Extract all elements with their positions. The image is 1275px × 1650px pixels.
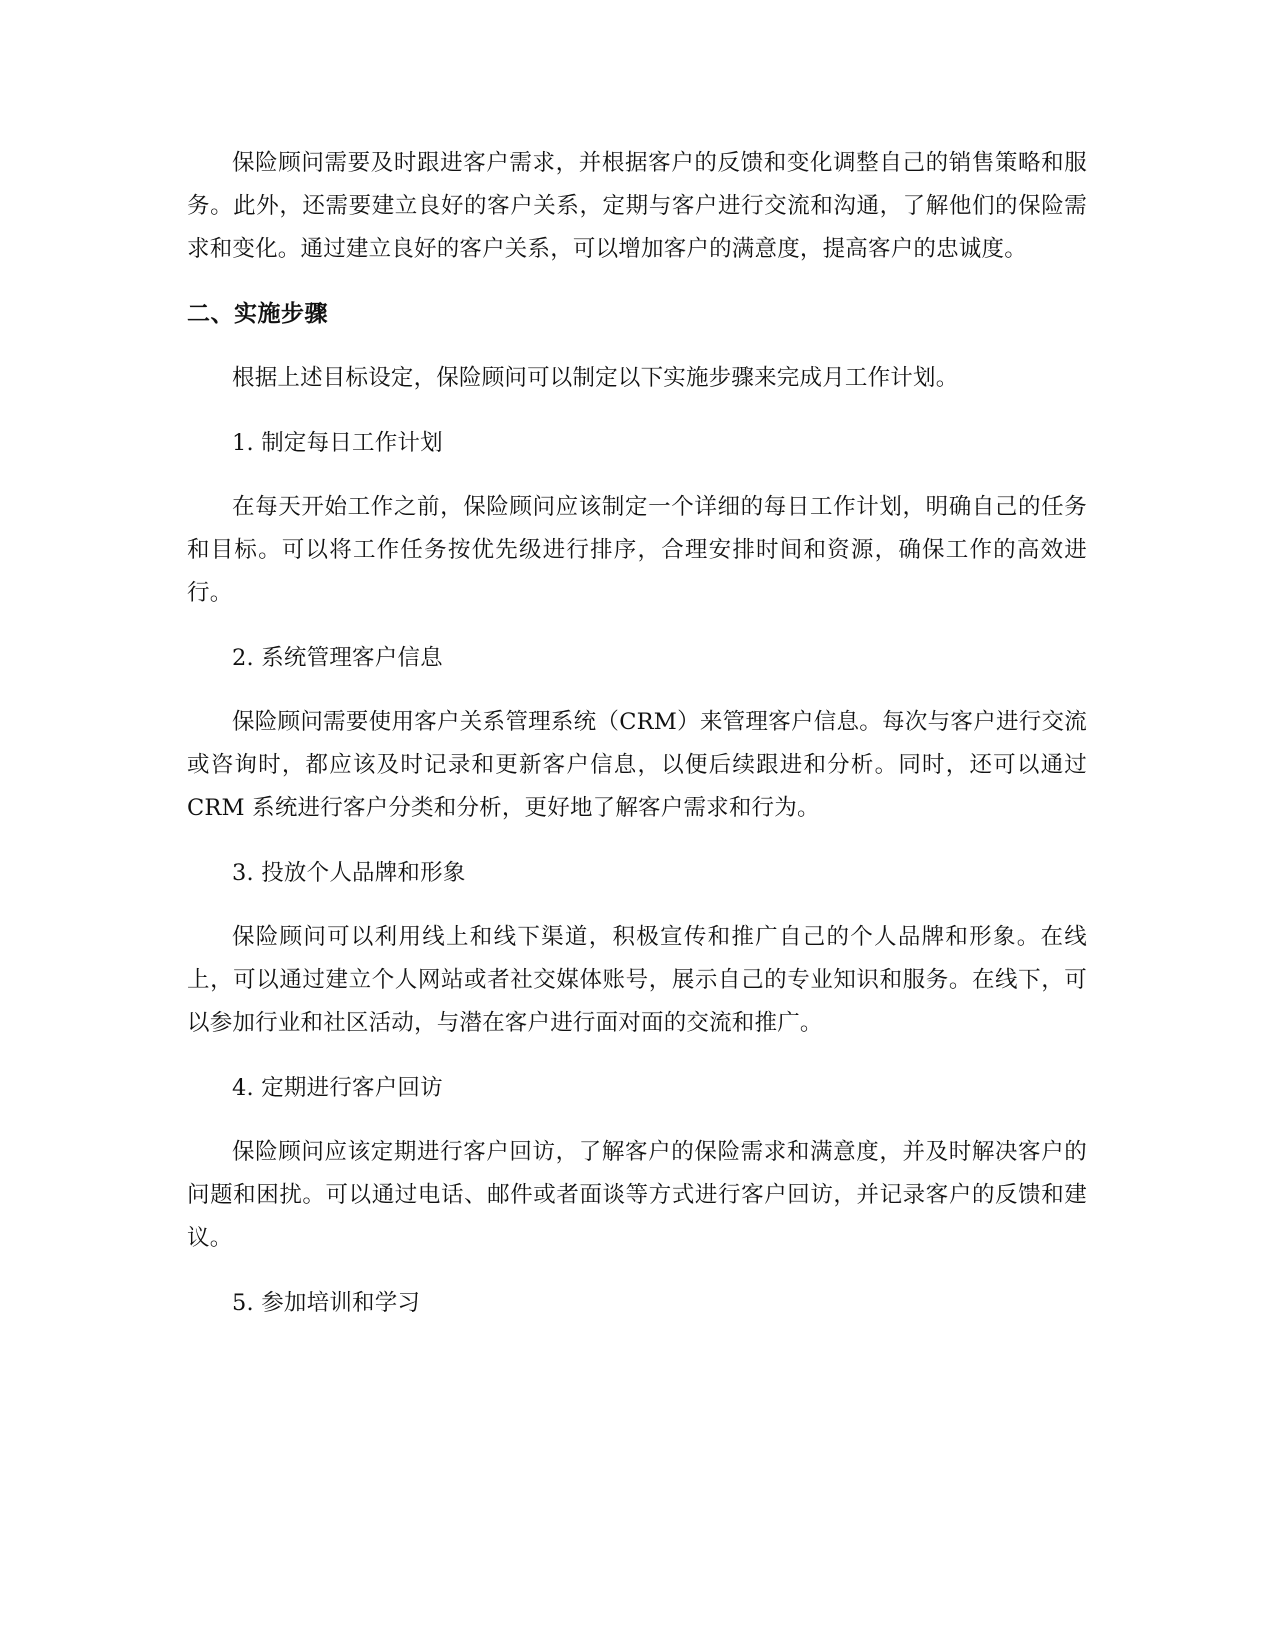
step-1-title: 1. 制定每日工作计划	[232, 430, 443, 456]
section-heading: 二、实施步骤	[187, 301, 328, 327]
step-2-title: 2. 系统管理客户信息	[232, 645, 443, 671]
step-3-title: 3. 投放个人品牌和形象	[232, 860, 466, 886]
step-4-title: 4. 定期进行客户回访	[232, 1075, 443, 1101]
intro-paragraph: 保险顾问需要及时跟进客户需求，并根据客户的反馈和变化调整自己的销售策略和服务。此外，还需要建立良好的客户关系，定期与客户进行交流和沟通，了解他们的保险需求和变化。通过建立良好的客户关系，可以增加客户的满意度，提高客户的忠诚度。	[187, 150, 1087, 262]
section-intro-paragraph: 根据上述目标设定，保险顾问可以制定以下实施步骤来完成月工作计划。	[232, 365, 959, 391]
step-2-body: 保险顾问需要使用客户关系管理系统（CRM）来管理客户信息。每次与客户进行交流或咨询时，都应该及时记录和更新客户信息，以便后续跟进和分析。同时，还可以通过 CRM 系统进行客户分类和分析，更好地了解客户需求和行为。	[187, 709, 1087, 821]
step-5-title: 5. 参加培训和学习	[232, 1290, 421, 1316]
step-1-body: 在每天开始工作之前，保险顾问应该制定一个详细的每日工作计划，明确自己的任务和目标。可以将工作任务按优先级进行排序，合理安排时间和资源，确保工作的高效进行。	[187, 494, 1087, 606]
step-3-body: 保险顾问可以利用线上和线下渠道，积极宣传和推广自己的个人品牌和形象。在线上，可以通过建立个人网站或者社交媒体账号，展示自己的专业知识和服务。在线下，可以参加行业和社区活动，与潜在客户进行面对面的交流和推广。	[187, 924, 1087, 1036]
document-body	[187, 142, 1087, 1346]
step-4-body: 保险顾问应该定期进行客户回访，了解客户的保险需求和满意度，并及时解决客户的问题和困扰。可以通过电话、邮件或者面谈等方式进行客户回访，并记录客户的反馈和建议。	[187, 1139, 1087, 1251]
